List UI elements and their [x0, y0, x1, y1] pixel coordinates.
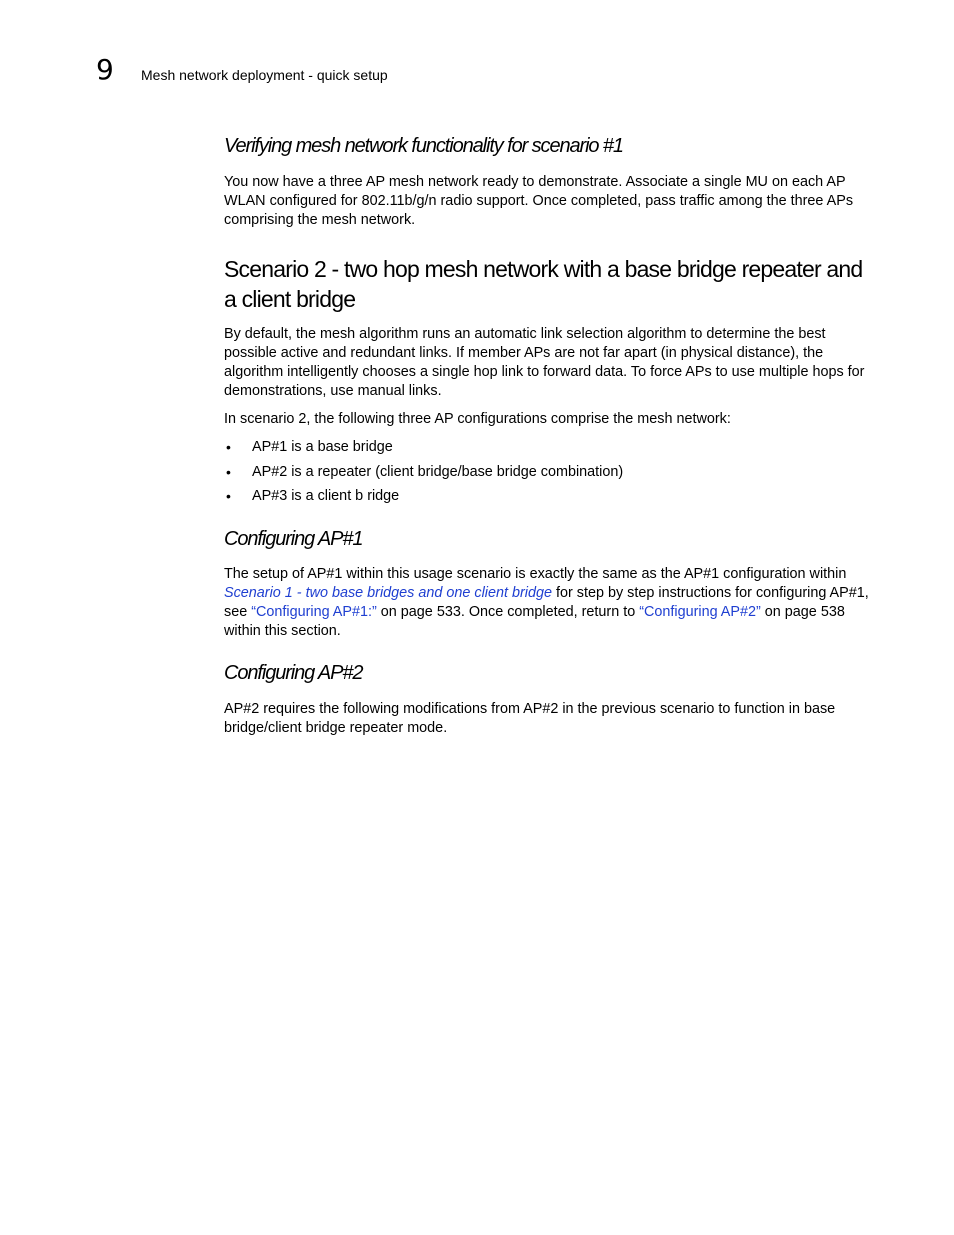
list-item: • AP#2 is a repeater (client bridge/base bridge combination): [226, 463, 624, 480]
paragraph-configuring-ap2: AP#2 requires the following modifications from AP#2 in the previous scenario to function in base bridge/client bridge repeater mode.: [224, 701, 836, 736]
heading-configuring-ap2: Configuring AP#2: [224, 662, 363, 684]
bullet-icon: •: [226, 463, 231, 480]
bullet-icon: •: [226, 439, 231, 455]
heading-verifying-scenario-1: Verifying mesh network functionality for scenario #1: [224, 135, 623, 157]
list-item: • AP#1 is a base bridge: [226, 439, 393, 455]
bullet-icon: •: [226, 488, 231, 504]
link-configuring-ap2[interactable]: “Configuring AP#2”: [639, 604, 761, 620]
heading-scenario-2: Scenario 2 - two hop mesh network with a base bridge repeater and a client bridge: [224, 256, 863, 312]
bullet-list: [224, 438, 874, 512]
heading-configuring-ap1: Configuring AP#1: [224, 528, 363, 550]
link-configuring-ap1[interactable]: “Configuring AP#1:”: [251, 604, 377, 620]
paragraph-verifying: You now have a three AP mesh network ready to demonstrate. Associate a single MU on each AP WLAN configured for 802.11b/g/n radio support. Once completed, pass traffic among the three APs comprising the mesh network.: [224, 174, 854, 228]
paragraph-scenario-2-configs: In scenario 2, the following three AP configurations comprise the mesh network:: [224, 411, 731, 427]
paragraph-scenario-2-intro: By default, the mesh algorithm runs an automatic link selection algorithm to determine the best possible active and redundant links. If member APs are not far apart (in physical distance), the algorithm intelligently chooses a single hop link to forward data. To force APs to use multiple hops for demonstrations, use manual links.: [224, 326, 865, 399]
paragraph-configuring-ap1: The setup of AP#1 within this usage scenario is exactly the same as the AP#1 configuration within Scenario 1 - two base bridges and one client bridge for step by step instructions for configuring AP#1, see “Configuring AP#1:” on page 533. Once completed, return to “Configuring AP#2” on page 538 within this section.: [224, 566, 869, 639]
running-header-title: Mesh network deployment - quick setup: [141, 67, 388, 83]
chapter-number: 9: [96, 53, 114, 86]
list-item: • AP#3 is a client b ridge: [226, 488, 400, 504]
link-scenario-1[interactable]: Scenario 1 - two base bridges and one client bridge: [224, 585, 552, 601]
